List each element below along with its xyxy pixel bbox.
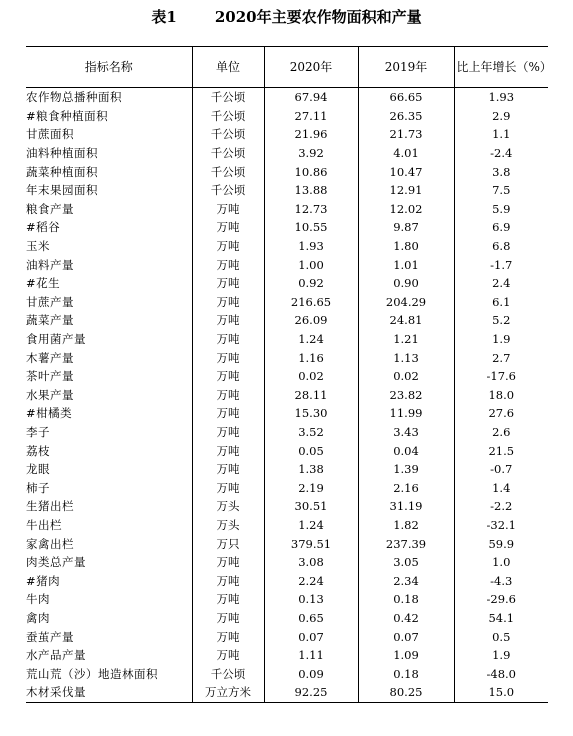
value-2019-cell: 0.02: [358, 367, 454, 386]
value-2019-cell: 12.02: [358, 200, 454, 219]
indicator-name-cell: #粮食种植面积: [26, 108, 109, 123]
unit-cell: 千公顷: [192, 181, 264, 200]
growth-cell: 59.9: [454, 534, 548, 553]
growth-cell: 1.9: [454, 330, 548, 349]
value-2020-cell: 216.65: [264, 293, 358, 312]
value-2020-cell: 30.51: [264, 497, 358, 516]
indicator-name-cell: 油料种植面积: [26, 146, 98, 161]
growth-cell: 6.9: [454, 218, 548, 237]
value-2019-cell: 0.07: [358, 627, 454, 646]
growth-cell: -48.0: [454, 664, 548, 683]
value-2019-cell: 3.05: [358, 553, 454, 572]
unit-cell: 万吨: [192, 646, 264, 665]
indicator-name-cell: 荒山荒（沙）地造林面积: [26, 666, 158, 681]
growth-cell: 2.4: [454, 274, 548, 293]
indicator-name-cell: 玉米: [26, 239, 50, 254]
indicator-name-cell: 生猪出栏: [26, 499, 74, 514]
table-header: [26, 47, 552, 88]
indicator-name-cell: 蚕茧产量: [26, 629, 74, 644]
indicator-name-cell: 水产品产量: [26, 648, 86, 663]
table-row: [26, 348, 548, 367]
growth-cell: 18.0: [454, 386, 548, 405]
growth-cell: -0.7: [454, 460, 548, 479]
value-2020-cell: 0.05: [264, 441, 358, 460]
table-row: [26, 293, 548, 312]
unit-cell: 万吨: [192, 218, 264, 237]
value-2020-cell: 0.13: [264, 590, 358, 609]
growth-cell: 1.93: [454, 88, 548, 107]
unit-cell: 万吨: [192, 627, 264, 646]
indicator-name-cell: 茶叶产量: [26, 369, 74, 384]
indicator-name-cell: 木薯产量: [26, 350, 74, 365]
growth-cell: 21.5: [454, 441, 548, 460]
table-row: [26, 367, 548, 386]
unit-cell: 万吨: [192, 609, 264, 628]
table-row: [26, 478, 548, 497]
table-row: [26, 144, 548, 163]
growth-cell: -1.7: [454, 255, 548, 274]
indicator-name-cell: #花生: [26, 276, 61, 291]
value-2019-cell: 1.01: [358, 255, 454, 274]
table-row: [26, 534, 548, 553]
value-2020-cell: 2.19: [264, 478, 358, 497]
value-2019-cell: 0.18: [358, 664, 454, 683]
table-row: [26, 125, 548, 144]
unit-cell: 千公顷: [192, 88, 264, 107]
indicator-name-cell: 蔬菜种植面积: [26, 164, 98, 179]
unit-cell: 万吨: [192, 571, 264, 590]
value-2019-cell: 4.01: [358, 144, 454, 163]
value-2019-cell: 1.09: [358, 646, 454, 665]
header-2019: 2019年: [358, 47, 454, 88]
value-2020-cell: 1.16: [264, 348, 358, 367]
header-unit: 单位: [192, 47, 264, 88]
indicator-name-cell: 甘蔗产量: [26, 294, 74, 309]
growth-cell: 5.2: [454, 311, 548, 330]
table-row: [26, 255, 548, 274]
value-2019-cell: 1.21: [358, 330, 454, 349]
table-row: [26, 441, 548, 460]
table-row: [26, 627, 548, 646]
table-body: [26, 88, 548, 703]
growth-cell: 6.8: [454, 237, 548, 256]
value-2019-cell: 204.29: [358, 293, 454, 312]
table-row: [26, 553, 548, 572]
unit-cell: 万吨: [192, 553, 264, 572]
indicator-name-cell: 食用菌产量: [26, 332, 86, 347]
unit-cell: 万头: [192, 497, 264, 516]
value-2020-cell: 26.09: [264, 311, 358, 330]
value-2019-cell: 80.25: [358, 683, 454, 702]
growth-cell: -29.6: [454, 590, 548, 609]
table-row: [26, 311, 548, 330]
table-row: [26, 460, 548, 479]
growth-cell: 2.7: [454, 348, 548, 367]
value-2020-cell: 0.09: [264, 664, 358, 683]
growth-cell: 54.1: [454, 609, 548, 628]
value-2020-cell: 0.65: [264, 609, 358, 628]
value-2019-cell: 31.19: [358, 497, 454, 516]
value-2020-cell: 379.51: [264, 534, 358, 553]
table-row: [26, 497, 548, 516]
value-2020-cell: 13.88: [264, 181, 358, 200]
table-row: [26, 404, 548, 423]
value-2020-cell: 92.25: [264, 683, 358, 702]
growth-cell: 1.1: [454, 125, 548, 144]
growth-cell: 1.9: [454, 646, 548, 665]
table-row: [26, 181, 548, 200]
growth-cell: 27.6: [454, 404, 548, 423]
value-2020-cell: 21.96: [264, 125, 358, 144]
unit-cell: 万头: [192, 516, 264, 535]
unit-cell: 千公顷: [192, 107, 264, 126]
unit-cell: 万吨: [192, 441, 264, 460]
value-2020-cell: 1.93: [264, 237, 358, 256]
value-2019-cell: 2.34: [358, 571, 454, 590]
value-2020-cell: 1.24: [264, 516, 358, 535]
indicator-name-cell: 甘蔗面积: [26, 127, 74, 142]
value-2020-cell: 0.02: [264, 367, 358, 386]
table-row: [26, 237, 548, 256]
indicator-name-cell: 农作物总播种面积: [26, 90, 122, 105]
unit-cell: 万吨: [192, 367, 264, 386]
growth-cell: -17.6: [454, 367, 548, 386]
unit-cell: 万吨: [192, 460, 264, 479]
value-2019-cell: 26.35: [358, 107, 454, 126]
table-row: [26, 664, 548, 683]
value-2019-cell: 1.80: [358, 237, 454, 256]
value-2020-cell: 12.73: [264, 200, 358, 219]
value-2019-cell: 10.47: [358, 162, 454, 181]
value-2020-cell: 3.08: [264, 553, 358, 572]
value-2020-cell: 10.55: [264, 218, 358, 237]
growth-cell: 2.9: [454, 107, 548, 126]
table-row: [26, 423, 548, 442]
table-row: [26, 571, 548, 590]
table-row: [26, 107, 548, 126]
indicator-name-cell: 李子: [26, 424, 50, 439]
indicator-name-cell: 龙眼: [26, 462, 50, 477]
value-2019-cell: 11.99: [358, 404, 454, 423]
header-indicator-name: 指标名称: [26, 47, 192, 88]
indicator-name-cell: 荔枝: [26, 443, 50, 458]
table-title: [0, 6, 573, 28]
unit-cell: 万吨: [192, 404, 264, 423]
value-2019-cell: 2.16: [358, 478, 454, 497]
value-2020-cell: 67.94: [264, 88, 358, 107]
unit-cell: 万吨: [192, 255, 264, 274]
value-2020-cell: 0.92: [264, 274, 358, 293]
growth-cell: 5.9: [454, 200, 548, 219]
table-row: [26, 683, 548, 702]
unit-cell: 万吨: [192, 311, 264, 330]
value-2019-cell: 9.87: [358, 218, 454, 237]
growth-cell: -32.1: [454, 516, 548, 535]
unit-cell: 万吨: [192, 274, 264, 293]
header-growth: 比上年增长（%）: [454, 47, 548, 88]
unit-cell: 千公顷: [192, 144, 264, 163]
value-2020-cell: 10.86: [264, 162, 358, 181]
table-row: [26, 330, 548, 349]
indicator-name-cell: 牛出栏: [26, 517, 62, 532]
table-row: [26, 646, 548, 665]
value-2019-cell: 3.43: [358, 423, 454, 442]
table-row: [26, 162, 548, 181]
indicator-name-cell: 年末果园面积: [26, 183, 98, 198]
unit-cell: 万吨: [192, 237, 264, 256]
table-row: [26, 274, 548, 293]
value-2020-cell: 0.07: [264, 627, 358, 646]
unit-cell: 千公顷: [192, 664, 264, 683]
growth-cell: 15.0: [454, 683, 548, 702]
unit-cell: 万只: [192, 534, 264, 553]
value-2019-cell: 0.04: [358, 441, 454, 460]
value-2020-cell: 3.92: [264, 144, 358, 163]
indicator-name-cell: 木材采伐量: [26, 683, 192, 702]
header-2020: 2020年: [264, 47, 358, 88]
indicator-name-cell: 柿子: [26, 480, 50, 495]
growth-cell: 2.6: [454, 423, 548, 442]
table-caption: 2020年主要农作物面积和产量: [214, 8, 422, 26]
growth-cell: 3.8: [454, 162, 548, 181]
value-2019-cell: 0.42: [358, 609, 454, 628]
table-number: 表1: [151, 8, 177, 26]
indicator-name-cell: 蔬菜产量: [26, 313, 74, 328]
value-2019-cell: 237.39: [358, 534, 454, 553]
value-2019-cell: 21.73: [358, 125, 454, 144]
value-2020-cell: 1.11: [264, 646, 358, 665]
value-2019-cell: 66.65: [358, 88, 454, 107]
growth-cell: 1.4: [454, 478, 548, 497]
table-row: [26, 88, 548, 107]
growth-cell: 6.1: [454, 293, 548, 312]
value-2019-cell: 1.82: [358, 516, 454, 535]
growth-cell: 7.5: [454, 181, 548, 200]
unit-cell: 万吨: [192, 590, 264, 609]
indicator-name-cell: 粮食产量: [26, 201, 74, 216]
unit-cell: 万吨: [192, 386, 264, 405]
unit-cell: 千公顷: [192, 162, 264, 181]
value-2020-cell: 2.24: [264, 571, 358, 590]
value-2019-cell: 0.90: [358, 274, 454, 293]
value-2019-cell: 24.81: [358, 311, 454, 330]
value-2019-cell: 1.13: [358, 348, 454, 367]
unit-cell: 万吨: [192, 348, 264, 367]
indicator-name-cell: #猪肉: [26, 573, 61, 588]
value-2019-cell: 0.18: [358, 590, 454, 609]
indicator-name-cell: 禽肉: [26, 610, 50, 625]
unit-cell: 万吨: [192, 200, 264, 219]
indicator-name-cell: #稻谷: [26, 220, 61, 235]
statistics-table: [26, 46, 552, 703]
unit-cell: 万吨: [192, 293, 264, 312]
indicator-name-cell: 水果产量: [26, 387, 74, 402]
table-row: [26, 218, 548, 237]
header-row: [26, 47, 548, 88]
value-2020-cell: 15.30: [264, 404, 358, 423]
value-2019-cell: 12.91: [358, 181, 454, 200]
value-2020-cell: 27.11: [264, 107, 358, 126]
growth-cell: -4.3: [454, 571, 548, 590]
table-row: [26, 516, 548, 535]
value-2020-cell: 1.38: [264, 460, 358, 479]
unit-cell: 万吨: [192, 423, 264, 442]
unit-cell: 万吨: [192, 478, 264, 497]
value-2020-cell: 1.24: [264, 330, 358, 349]
indicator-name-cell: 家禽出栏: [26, 536, 74, 551]
unit-cell: 千公顷: [192, 125, 264, 144]
table-row: [26, 200, 548, 219]
indicator-name-cell: 牛肉: [26, 592, 50, 607]
growth-cell: -2.2: [454, 497, 548, 516]
table-row: [26, 590, 548, 609]
unit-cell: 万吨: [192, 330, 264, 349]
value-2019-cell: 1.39: [358, 460, 454, 479]
growth-cell: 0.5: [454, 627, 548, 646]
table-row: [26, 386, 548, 405]
growth-cell: -2.4: [454, 144, 548, 163]
unit-cell: 万立方米: [192, 683, 264, 702]
growth-cell: 1.0: [454, 553, 548, 572]
table-row: [26, 609, 548, 628]
value-2019-cell: 23.82: [358, 386, 454, 405]
indicator-name-cell: #柑橘类: [26, 406, 73, 421]
value-2020-cell: 28.11: [264, 386, 358, 405]
indicator-name-cell: 油料产量: [26, 257, 74, 272]
value-2020-cell: 3.52: [264, 423, 358, 442]
value-2020-cell: 1.00: [264, 255, 358, 274]
indicator-name-cell: 肉类总产量: [26, 555, 86, 570]
